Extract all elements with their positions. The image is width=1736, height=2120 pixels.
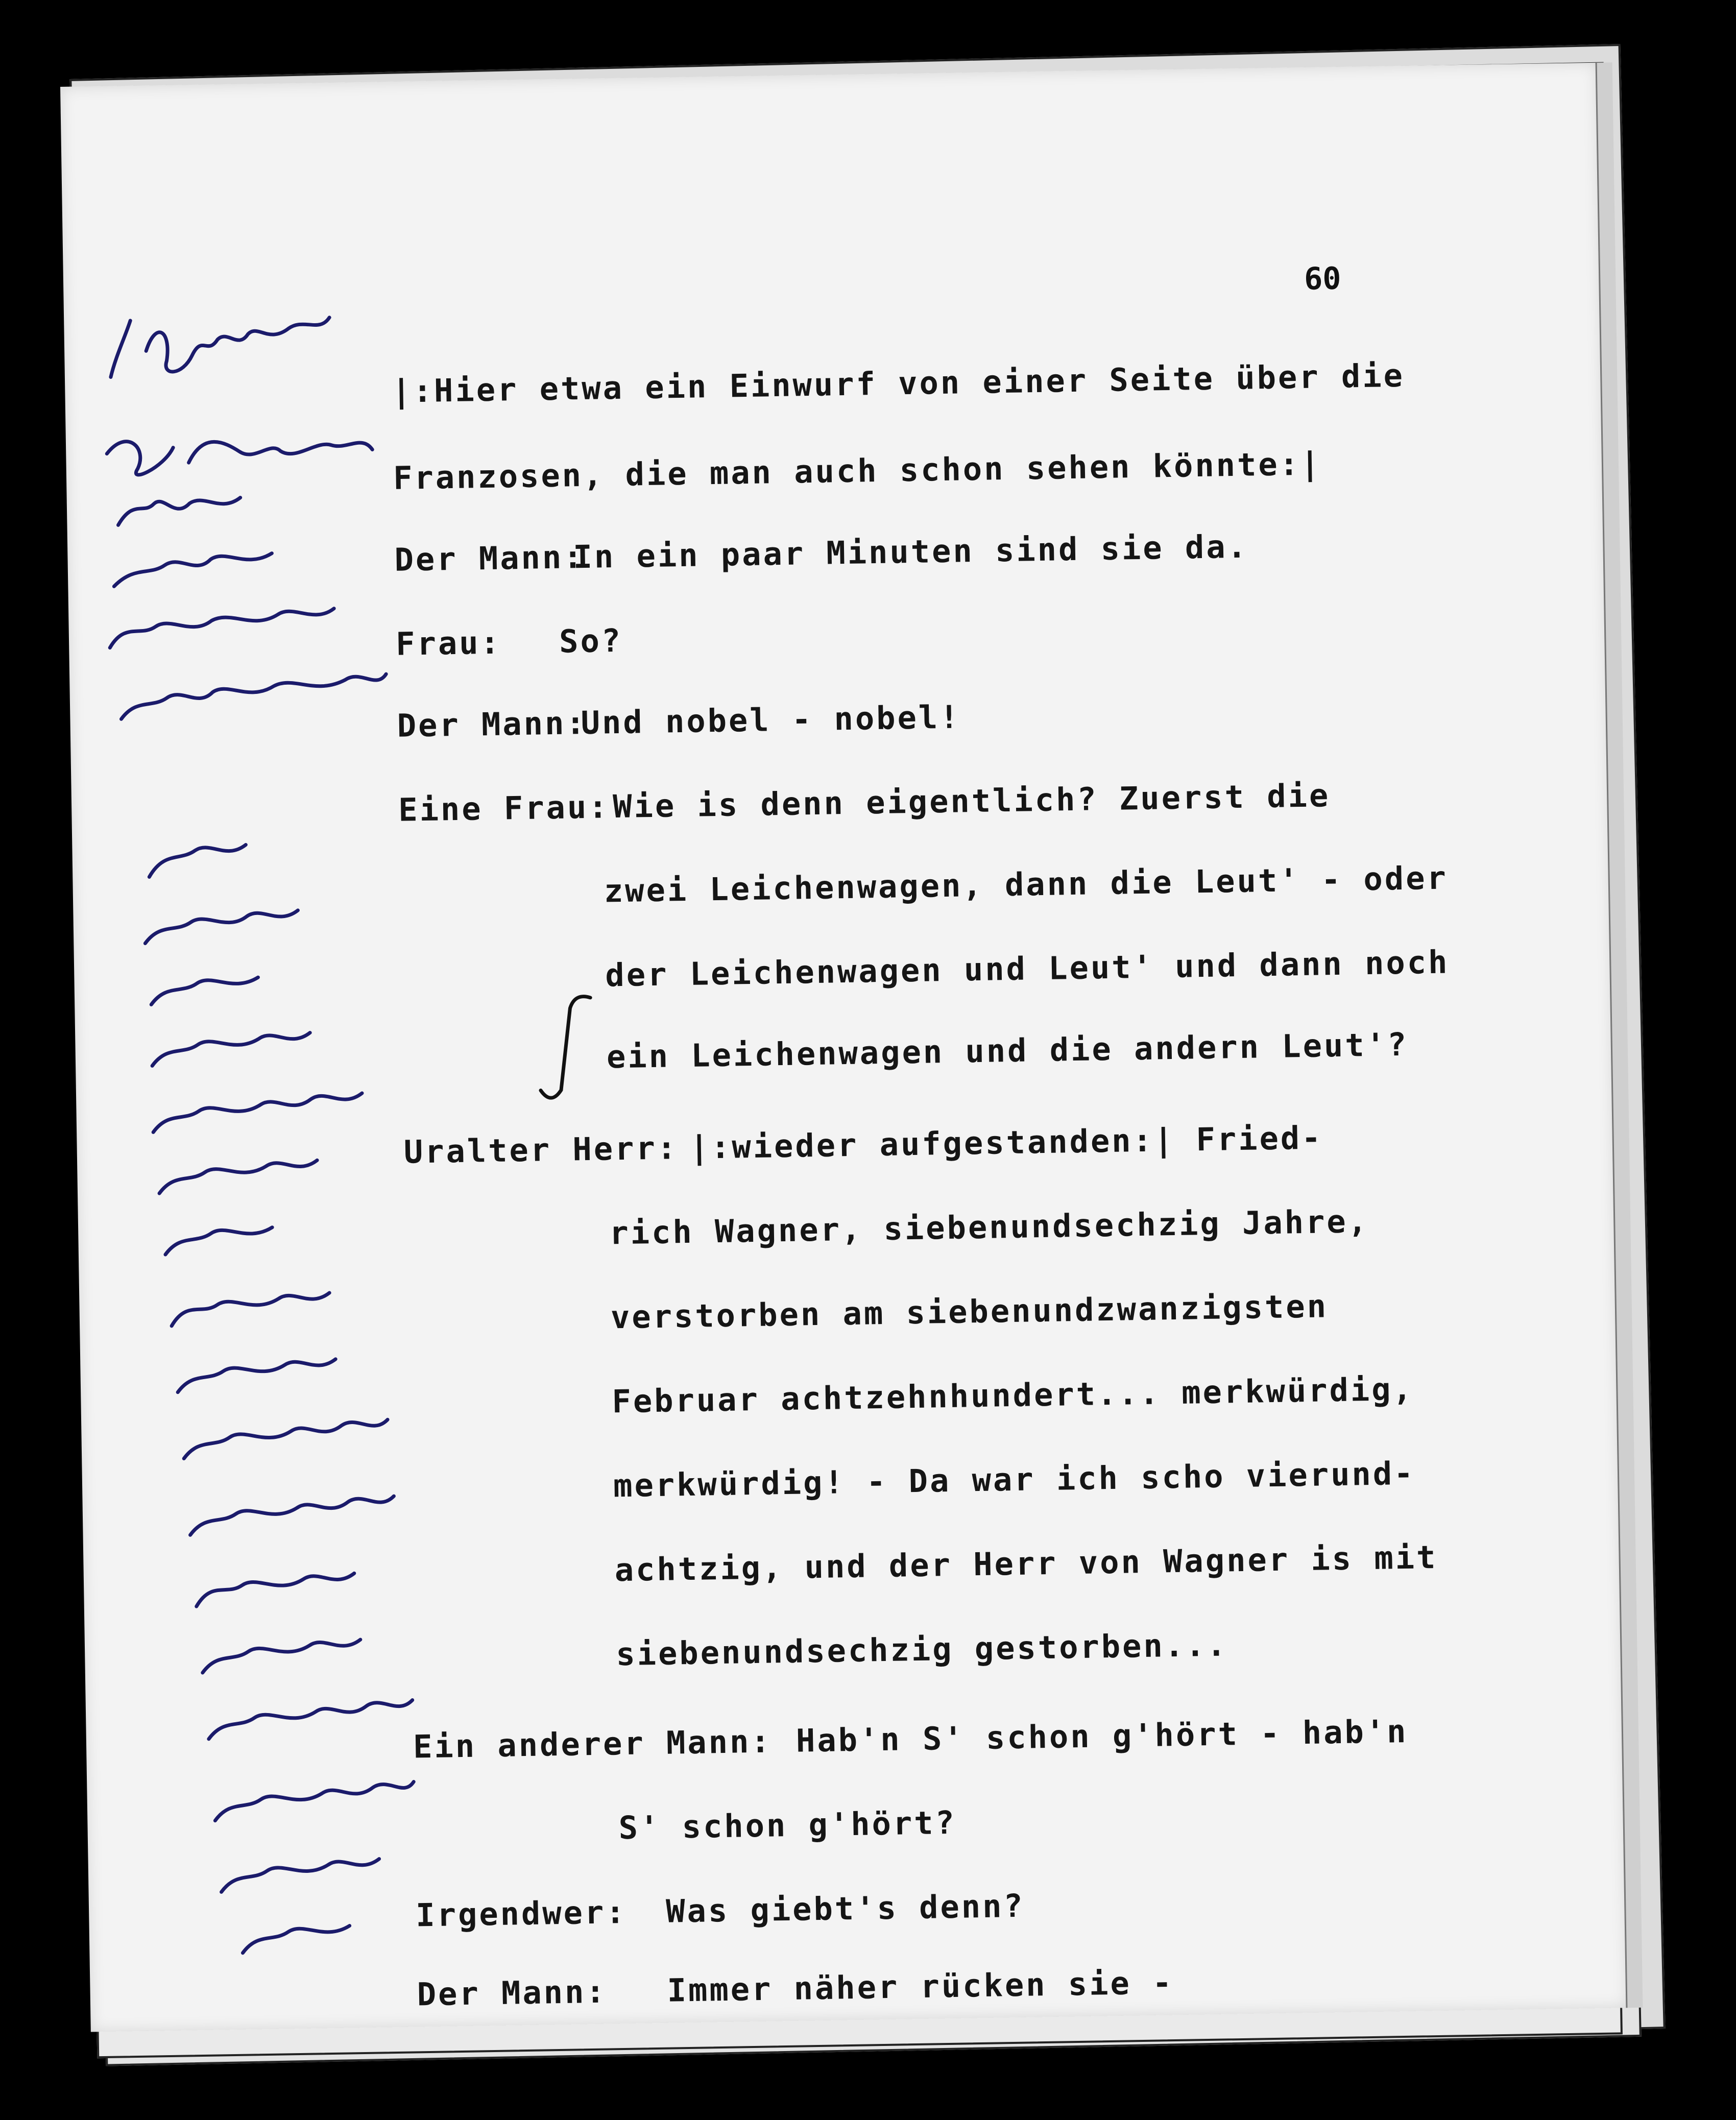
dialogue-line: In ein paar Minuten sind sie da.	[573, 527, 1249, 576]
dialogue-line: S' schon g'hört?	[618, 1803, 957, 1847]
dialogue-line: Wie is denn eigentlich? Zuerst die	[612, 777, 1331, 826]
speaker-name: Eine Frau:	[398, 788, 610, 829]
dialogue-line: Und nobel - nobel!	[581, 698, 961, 742]
handwritten-margin-note	[60, 63, 1627, 2032]
dialogue-line: Februar achtzehnhundert... merkwürdig,	[612, 1370, 1414, 1420]
stage-direction-line: |:Hier etwa ein Einwurf von einer Seite über die	[391, 356, 1405, 410]
page-number: 60	[1304, 260, 1342, 297]
dialogue-line: rich Wagner, siebenundsechzig Jahre,	[609, 1202, 1369, 1252]
speaker-name: Ein anderer Mann:	[413, 1722, 773, 1766]
speaker-name: Der Mann:	[417, 1972, 608, 2013]
speaker-name: Der Mann:	[394, 538, 585, 579]
dialogue-line: |:wieder aufgestanden:| Fried-	[689, 1119, 1323, 1166]
dialogue-line: achtzig, und der Herr von Wagner is mit	[614, 1538, 1438, 1589]
dialogue-line: ein Leichenwagen und die andern Leut'?	[606, 1025, 1409, 1076]
speaker-name: Frau:	[395, 623, 502, 663]
dialogue-line: zwei Leichenwagen, dann die Leut' - oder	[604, 859, 1449, 910]
speaker-name: Der Mann:	[397, 704, 588, 744]
stage-direction-line: Franzosen, die man auch schon sehen könnte:|	[393, 445, 1322, 497]
dialogue-line: merkwürdig! - Da war ich scho vierund-	[613, 1454, 1415, 1505]
dialogue-line: verstorben am siebenundzwanzigsten	[610, 1287, 1329, 1336]
speaker-name: Uralter Herr:	[403, 1129, 679, 1171]
dialogue-line: Immer näher rücken sie -	[667, 1964, 1174, 2009]
dialogue-line: So?	[559, 621, 623, 660]
dialogue-line: Hab'n S' schon g'hört - hab'n	[795, 1712, 1408, 1760]
dialogue-line: der Leichenwagen und Leut' und dann noch	[605, 943, 1450, 994]
dialogue-line: siebenundsechzig gestorben...	[615, 1626, 1228, 1673]
speaker-name: Irgendwer:	[415, 1893, 628, 1934]
typescript-page	[60, 63, 1627, 2032]
dialogue-line: Was giebt's denn?	[665, 1887, 1025, 1930]
